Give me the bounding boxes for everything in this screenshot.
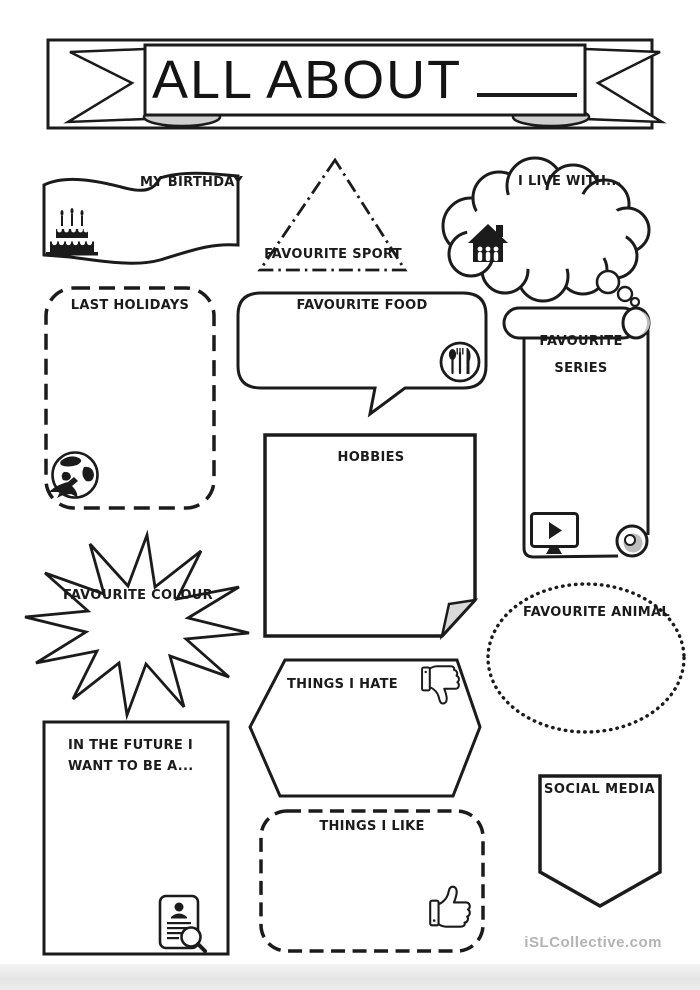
dashed-frame-shape xyxy=(40,282,220,514)
watermark: iSLCollective.com xyxy=(524,934,662,951)
section-social-media xyxy=(536,772,666,912)
section-hobbies xyxy=(260,430,482,642)
thought-bubble-1 xyxy=(597,271,619,293)
section-future-job xyxy=(40,718,232,958)
section-favourite-colour xyxy=(22,530,254,718)
section-last-holidays xyxy=(40,282,220,514)
future-label-line1: IN THE FUTURE I xyxy=(68,738,194,753)
animal-label: FAVOURITE ANIMAL xyxy=(523,605,670,620)
series-label-line1: FAVOURITE xyxy=(539,334,623,349)
colour-label: FAVOURITE COLOUR xyxy=(63,588,213,603)
like-label: THINGS I LIKE xyxy=(319,819,425,834)
holidays-label: LAST HOLIDAYS xyxy=(70,298,190,313)
hate-label: THINGS I HATE xyxy=(287,677,398,692)
food-label: FAVOURITE FOOD xyxy=(296,298,428,313)
section-things-i-like xyxy=(256,806,488,956)
social-label: SOCIAL MEDIA xyxy=(544,782,656,797)
cutlery-icon xyxy=(441,343,479,381)
cv-magnifier-icon xyxy=(160,896,205,951)
video-player-icon xyxy=(532,514,578,555)
future-label-line2: WANT TO BE A... xyxy=(68,759,194,774)
worksheet-title: ALL ABOUT xyxy=(152,50,463,110)
sport-label: FAVOURITE SPORT xyxy=(264,247,402,262)
section-things-i-hate xyxy=(245,655,485,801)
section-favourite-series xyxy=(502,300,660,568)
series-label-line2: SERIES xyxy=(554,361,608,376)
scan-edge xyxy=(0,964,700,990)
birthday-label: MY BIRTHDAY xyxy=(140,175,244,190)
thought-bubble-2 xyxy=(618,287,632,301)
starburst-shape xyxy=(22,530,254,718)
section-my-birthday xyxy=(40,165,242,300)
hobbies-label: HOBBIES xyxy=(337,450,405,465)
live-with-label: I LIVE WITH... xyxy=(518,174,622,189)
section-favourite-food xyxy=(233,288,491,418)
name-blank-line xyxy=(477,93,577,97)
dotted-ellipse-shape xyxy=(483,580,689,738)
section-favourite-animal xyxy=(483,580,689,738)
section-favourite-sport xyxy=(252,153,414,277)
title-banner xyxy=(40,35,662,135)
